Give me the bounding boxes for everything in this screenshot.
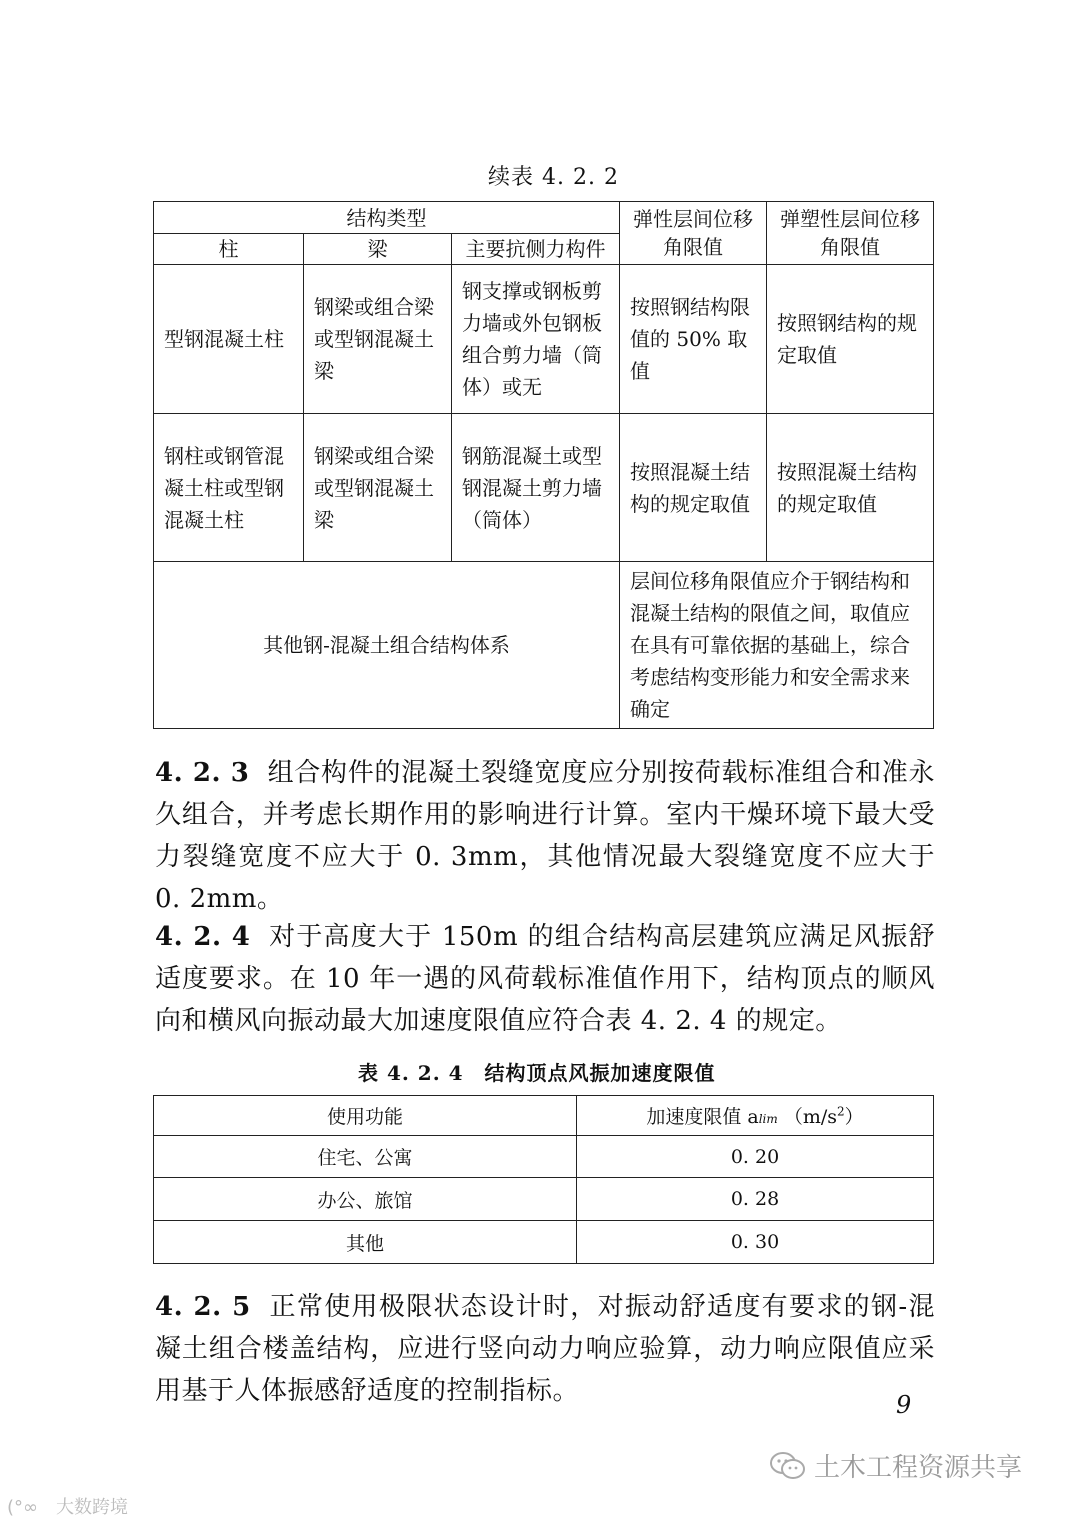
cell-column: 型钢混凝土柱 xyxy=(154,265,304,414)
header-structure-type: 结构类型 xyxy=(154,202,620,234)
cell-beam: 钢梁或组合梁或型钢混凝土梁 xyxy=(304,265,452,414)
cell-lateral: 钢支撑或钢板剪力墙或外包钢板组合剪力墙（筒体）或无 xyxy=(452,265,620,414)
clause-4-2-4 xyxy=(155,916,935,1042)
table1-caption: 续表 4. 2. 2 xyxy=(488,165,619,190)
table-row xyxy=(154,562,934,729)
header-plastic-limit: 弹塑性层间位移角限值 xyxy=(767,202,934,265)
table-wind-acceleration xyxy=(153,1095,934,1264)
brand-logo-icon xyxy=(6,1494,52,1518)
cell-column: 钢柱或钢管混凝土柱或型钢混凝土柱 xyxy=(154,414,304,562)
cell-other-note: 层间位移角限值应介于钢结构和混凝土结构的限值之间，取值应在具有可靠依据的基础上，综合考虑结构变形能力和安全需求来确定 xyxy=(620,562,934,729)
header-beam: 梁 xyxy=(304,234,452,265)
cell-use: 办公、旅馆 xyxy=(154,1178,577,1221)
cell-elastic: 按照混凝土结构的规定取值 xyxy=(620,414,767,562)
cell-other-system: 其他钢-混凝土组合结构体系 xyxy=(154,562,620,729)
table-drift-limits xyxy=(153,201,934,729)
clause-text: 对于高度大于 150m 的组合结构高层建筑应满足风振舒适度要求。在 10 年一遇的风荷载标准值作用下，结构顶点的顺风向和横风向振动最大加速度限值应符合表 4. 2. 4 的规定。 xyxy=(155,922,936,1036)
table-row xyxy=(154,1178,934,1221)
cell-elastic: 按照钢结构限值的 50% 取值 xyxy=(620,265,767,414)
watermark-text: 大数跨境 xyxy=(56,1497,128,1518)
table2-caption: 表 4. 2. 4 结构顶点风振加速度限值 xyxy=(358,1061,716,1085)
svg-text:(°∞: (°∞ xyxy=(7,1497,39,1518)
clause-number: 4. 2. 5 xyxy=(155,1292,251,1322)
watermark-text: 土木工程资源共享 xyxy=(814,1453,1023,1483)
header-lateral-member: 主要抗侧力构件 xyxy=(452,234,620,265)
cell-plastic: 按照钢结构的规定取值 xyxy=(767,265,934,414)
cell-use: 其他 xyxy=(154,1221,577,1264)
clause-4-2-5 xyxy=(155,1286,935,1412)
cell-lateral: 钢筋混凝土或型钢混凝土剪力墙（筒体） xyxy=(452,414,620,562)
cell-value: 0. 28 xyxy=(577,1178,934,1221)
table-row xyxy=(154,1221,934,1264)
header-acceleration-limit: 加速度限值 alim $(m/s^2)$ xyxy=(577,1096,934,1136)
clause-4-2-3 xyxy=(155,752,935,920)
cell-value: 0. 30 xyxy=(577,1221,934,1264)
header-use-function: 使用功能 xyxy=(154,1096,577,1136)
clause-text: 正常使用极限状态设计时，对振动舒适度有要求的钢-混凝土组合楼盖结构，应进行竖向动力响应验算，动力响应限值应采用基于人体振感舒适度的控制指标。 xyxy=(155,1292,935,1406)
wechat-icon xyxy=(770,1451,806,1481)
table-row xyxy=(154,414,934,562)
cell-use: 住宅、公寓 xyxy=(154,1136,577,1178)
page-number: 9 xyxy=(896,1391,912,1419)
clause-number: 4. 2. 4 xyxy=(155,922,251,952)
cell-beam: 钢梁或组合梁或型钢混凝土梁 xyxy=(304,414,452,562)
clause-text: 组合构件的混凝土裂缝宽度应分别按荷载标准组合和准永久组合，并考虑长期作用的影响进行计算。室内干燥环境下最大受力裂缝宽度不应大于 0. 3mm，其他情况最大裂缝宽度不应大于 0. 2mm。 xyxy=(155,758,935,914)
header-column: 柱 xyxy=(154,234,304,265)
cell-value: 0. 20 xyxy=(577,1136,934,1178)
header-elastic-limit: 弹性层间位移角限值 xyxy=(620,202,767,265)
watermark-left xyxy=(6,1493,128,1519)
table-row xyxy=(154,1136,934,1178)
watermark-right xyxy=(770,1447,1022,1484)
clause-number: 4. 2. 3 xyxy=(155,758,250,788)
cell-plastic: 按照混凝土结构的规定取值 xyxy=(767,414,934,562)
table-row xyxy=(154,265,934,414)
